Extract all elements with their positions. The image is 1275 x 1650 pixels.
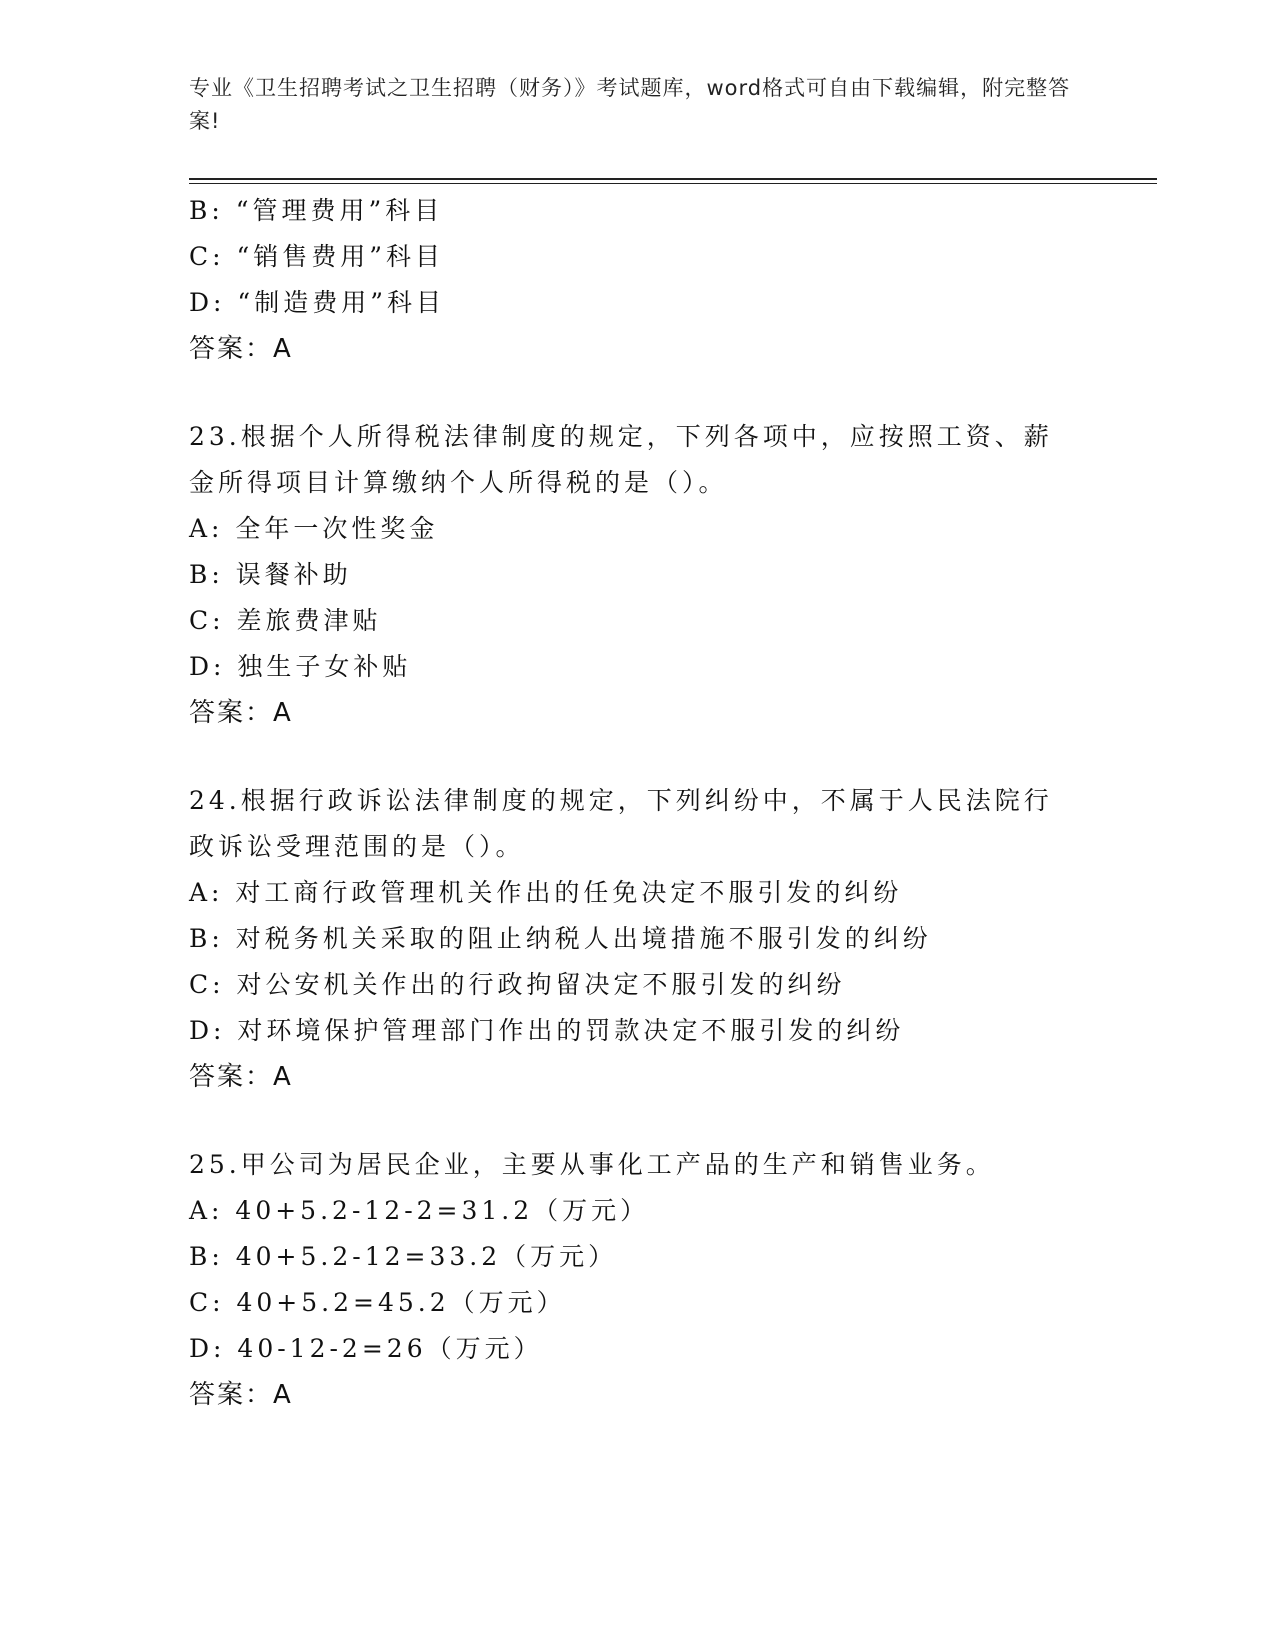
question-stem: 23.根据个人所得税法律制度的规定，下列各项中，应按照工资、薪金所得项目计算缴纳个人所得税的是（）。 (189, 422, 1053, 497)
option-d: D: 独生子女补贴 (189, 652, 412, 681)
option-a: A: 全年一次性奖金 (189, 514, 439, 543)
answer-line: 答案：A (189, 334, 293, 364)
option-c: C: 对公安机关作出的行政拘留决定不服引发的纠纷 (189, 970, 846, 999)
option-a: A: 40+5.2-12-2=31.2（万元） (189, 1196, 650, 1225)
answer-line: 答案：A (189, 1062, 293, 1092)
option-c: C: 差旅费津贴 (189, 606, 382, 635)
question-stem: 25.甲公司为居民企业，主要从事化工产品的生产和销售业务。 (189, 1150, 995, 1179)
option-c: C: 40+5.2=45.2（万元） (189, 1288, 566, 1317)
option-b: B: 对税务机关采取的阻止纳税人出境措施不服引发的纠纷 (189, 924, 932, 953)
option-b: B: 40+5.2-12=33.2（万元） (189, 1242, 618, 1271)
option-b: B: “管理费用”科目 (189, 196, 444, 225)
header-divider-thick (189, 178, 1157, 180)
option-c: C: “销售费用”科目 (189, 242, 445, 271)
answer-line: 答案：A (189, 1380, 293, 1410)
question-list (189, 188, 1089, 1418)
option-d: D: 对环境保护管理部门作出的罚款决定不服引发的纠纷 (189, 1016, 905, 1045)
option-a: A: 对工商行政管理机关作出的任免决定不服引发的纠纷 (189, 878, 903, 907)
answer-line: 答案：A (189, 698, 293, 728)
question-25 (189, 1142, 1089, 1418)
option-d: D: “制造费用”科目 (189, 288, 445, 317)
question-stem: 24.根据行政诉讼法律制度的规定，下列纠纷中，不属于人民法院行政诉讼受理范围的是（）。 (189, 786, 1053, 861)
document-header: 专业《卫生招聘考试之卫生招聘（财务）》考试题库，word格式可自由下载编辑，附完整答案! (189, 76, 1071, 133)
question-24 (189, 778, 1089, 1100)
option-d: D: 40-12-2=26（万元） (189, 1334, 543, 1363)
header-divider-thin (189, 183, 1157, 184)
question-22 (189, 188, 1089, 372)
option-b: B: 误餐补助 (189, 560, 352, 589)
question-23 (189, 414, 1089, 736)
